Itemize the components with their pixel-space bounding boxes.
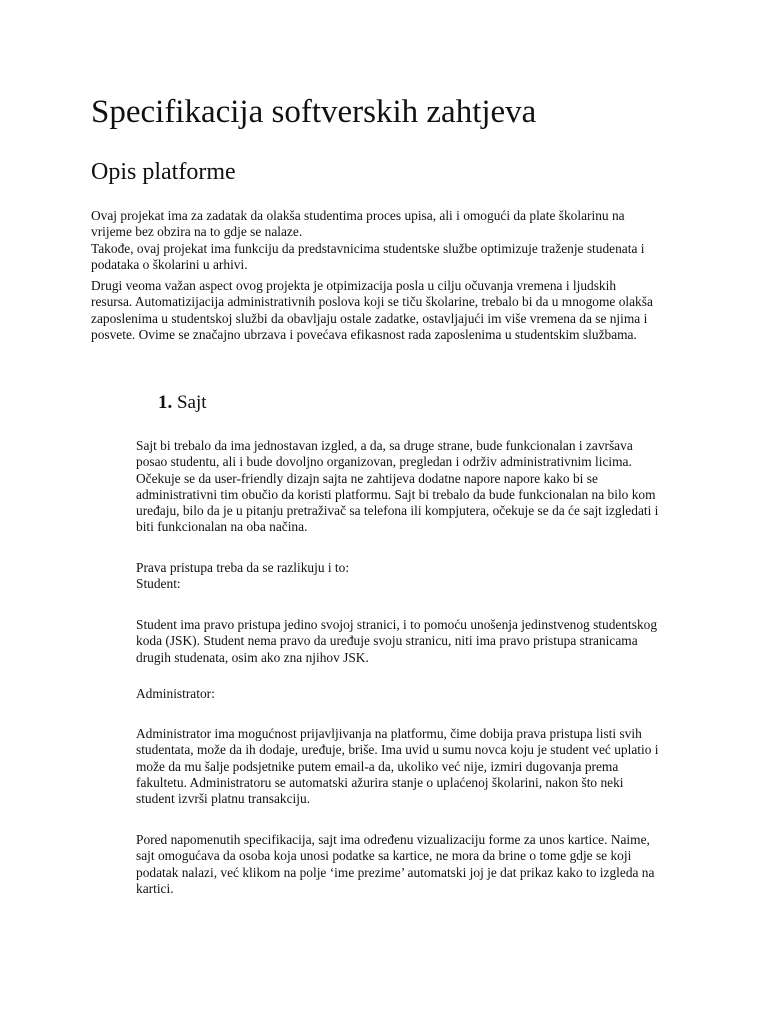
text-line: podatak nalazi, već klikom na polje ‘ime prezime’ automatski joj je dat prikaz kako to izgleda na	[136, 864, 655, 880]
student-rights-paragraph	[136, 617, 681, 666]
section-label: Sajt	[176, 392, 207, 413]
text-line: posvete. Ovime se značajno ubrzava i povećava efikasnost rada zaposlenima u studentskim službama.	[91, 326, 637, 342]
text-line: resursa. Automatizijacija administrativnih poslova koji se tiču školarine, trebalo bi da u mnogome olakša	[91, 294, 653, 310]
text-line: biti funkcionalan na oba načina.	[136, 519, 308, 535]
text-line: fakultetu. Administratoru se automatski ažurira stanje o uplaćenoj školarini, nakon što neki	[136, 774, 624, 790]
text-line: Drugi veoma važan aspect ovog projekta je otpimizacija posla u cilju očuvanja vremena i ljudskih	[91, 278, 617, 293]
text-line: Prava pristupa treba da se razlikuju i to:	[136, 560, 350, 575]
text-line: koda (JSK). Student nema pravo da uređuje svoju stranicu, niti ima pravo pristupa stranicama	[136, 633, 638, 649]
text-line: Očekuje se da user-friendly dizajn sajta ne zahtijeva dodatne napore napore kako bi se	[136, 470, 598, 486]
text-line: Sajt bi trebalo da ima jednostavan izgled, a da, sa druge strane, bude funkcionalan i završava	[136, 438, 633, 453]
section-1-heading	[158, 388, 207, 418]
text-line: može da mu šalje podsjetnike putem email-a da, ukoliko već nije, izmiri dugovanja prema	[136, 758, 619, 774]
text-line: Takođe, ovaj projekat ima funkciju da predstavnicima studentske službe optimizuje traženje studenata i	[91, 240, 645, 256]
administrator-label	[136, 686, 681, 702]
text-line: administrativni tim obučio da koristi platformu. Sajt bi trebalo da bude funkcionalan na bilo kom	[136, 486, 656, 502]
section-heading-opis-platforme: Opis platforme	[91, 159, 236, 185]
text-line: posao studentu, ali i bude dovoljno organizovan, pregledan i održiv administrativnim licima.	[136, 454, 632, 470]
text-line: studentata, može da ih dodaje, uređuje, briše. Ima uvid u sumu novca koju je student već uplatio i	[136, 742, 659, 758]
student-label: Student:	[136, 576, 181, 592]
text-line: Ovaj projekat ima za zadatak da olakša studentima proces upisa, ali i omogući da plate školarinu na	[91, 208, 625, 223]
text-line: Student ima pravo pristupa jedino svojoj stranici, i to pomoću unošenja jedinstvenog studentskog	[136, 617, 658, 632]
text-line: uređaju, bilo da je u pitanju pretraživač sa telefona ili kompjutera, očekuje se da će sajt izgledati i	[136, 503, 659, 519]
text-line: vrijeme bez obzira na to gdje se nalaze.	[91, 224, 303, 240]
text-line: Administrator:	[136, 686, 215, 701]
text-line: drugih studenata, osim ako zna njihov JSK.	[136, 649, 369, 665]
access-rights-intro	[136, 560, 681, 593]
text-line: sajt omogućava da osoba koja unosi podatke sa kartice, ne mora da brine o tome gdje se koji	[136, 848, 632, 864]
text-line: Administrator ima mogućnost prijavljivanja na platformu, čime dobija prava pristupa listi svih	[136, 726, 642, 741]
text-line: zaposlenima u studentskoj službi da obavljaju ostale zadatke, ostavljajući im više vremena da se njima i	[91, 310, 648, 326]
intro-paragraph-2	[91, 278, 681, 343]
intro-paragraph-1	[91, 208, 681, 273]
sajt-description-paragraph	[136, 438, 681, 536]
document-title: Specifikacija softverskih zahtjeva	[91, 94, 537, 130]
card-form-paragraph	[136, 832, 681, 897]
text-line: student izvrši platnu transakciju.	[136, 791, 311, 807]
text-line: Pored napomenutih specifikacija, sajt ima određenu vizualizaciju forme za unos kartice. Naime,	[136, 832, 650, 847]
section-number: 1.	[158, 392, 173, 413]
text-line: kartici.	[136, 880, 174, 896]
administrator-rights-paragraph	[136, 726, 681, 807]
text-line: podataka o školarini u arhivi.	[91, 256, 248, 272]
